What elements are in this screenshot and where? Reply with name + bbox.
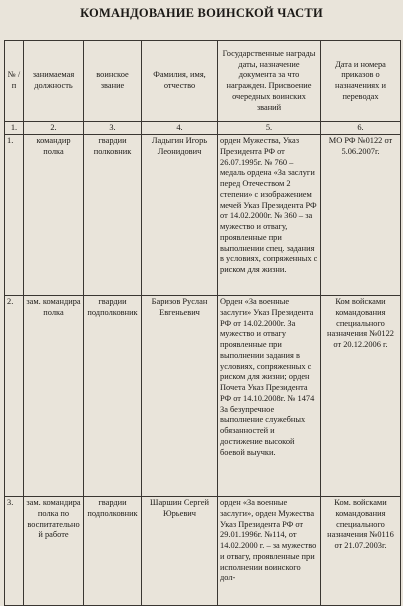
column-number: 3.: [84, 122, 142, 135]
header-name: Фамилия, имя, отчество: [142, 41, 218, 122]
row-number: 3.: [5, 497, 24, 606]
orders-cell: Ком. войсками командования специального назначения №0116 от 21.07.2003г.: [321, 497, 401, 606]
officers-table: [4, 40, 401, 606]
table-row: [5, 296, 401, 497]
table-row: [5, 135, 401, 296]
table-header-row: [5, 41, 401, 122]
position-cell: зам. командира полка: [24, 296, 84, 497]
row-number: 2.: [5, 296, 24, 497]
header-number: № /п: [5, 41, 24, 122]
orders-cell: МО РФ №0122 от 5.06.2007г.: [321, 135, 401, 296]
name-cell: Баризов Руслан Евгеньевич: [142, 296, 218, 497]
column-number: 4.: [142, 122, 218, 135]
orders-cell: Ком войсками командования специального назначения №0122 от 20.12.2006 г.: [321, 296, 401, 497]
column-number: 6.: [321, 122, 401, 135]
header-position: занимаемая должность: [24, 41, 84, 122]
column-number: 2.: [24, 122, 84, 135]
rank-cell: гвардии подполковник: [84, 497, 142, 606]
name-cell: Шаршин Сергей Юрьевич: [142, 497, 218, 606]
awards-cell: орден Мужества, Указ Президента РФ от 26.07.1995г. № 760 – медаль ордена «За заслуги перед Отечеством 2 степени» с изображением мечей Указ Президента РФ от 14.02.2000г. № 360 – за мужество и отвагу, проявленные при выполнении спец. задания в условиях, сопряженных с риском для жизни.: [218, 135, 321, 296]
position-cell: командир полка: [24, 135, 84, 296]
column-number-row: [5, 122, 401, 135]
position-cell: зам. командира полка по воспитательной работе: [24, 497, 84, 606]
name-cell: Ладыгин Игорь Леонидович: [142, 135, 218, 296]
awards-cell: орден «За военные заслуги», орден Мужества Указ Президента РФ от 29.01.1996г. №114, от 14.02.2000 г. – за мужество и отвагу, проявленные при исполнении воинского дол-: [218, 497, 321, 606]
header-awards: Государственные награды даты, назначение документа за что награжден. Присвоение очередных воинских званий: [218, 41, 321, 122]
awards-cell: Орден «За военные заслуги» Указ Президента РФ от 14.02.2000г. За мужество и отвагу проявленные при выполнении задания в условиях, сопряженных с риском для жизни; орден Почета Указ Президента РФ от 14.10.2008г. № 1474 За безупречное выполнение служебных обязанностей и достижение высокой боевой выучки.: [218, 296, 321, 497]
column-number: 1.: [5, 122, 24, 135]
table-row: [5, 497, 401, 606]
header-rank: воинское звание: [84, 41, 142, 122]
rank-cell: гвардии полковник: [84, 135, 142, 296]
column-number: 5.: [218, 122, 321, 135]
row-number: 1.: [5, 135, 24, 296]
rank-cell: гвардии подполковник: [84, 296, 142, 497]
header-orders: Дата и номера приказов о назначениях и переводах: [321, 41, 401, 122]
page-title: КОМАНДОВАНИЕ ВОИНСКОЙ ЧАСТИ: [80, 6, 323, 20]
